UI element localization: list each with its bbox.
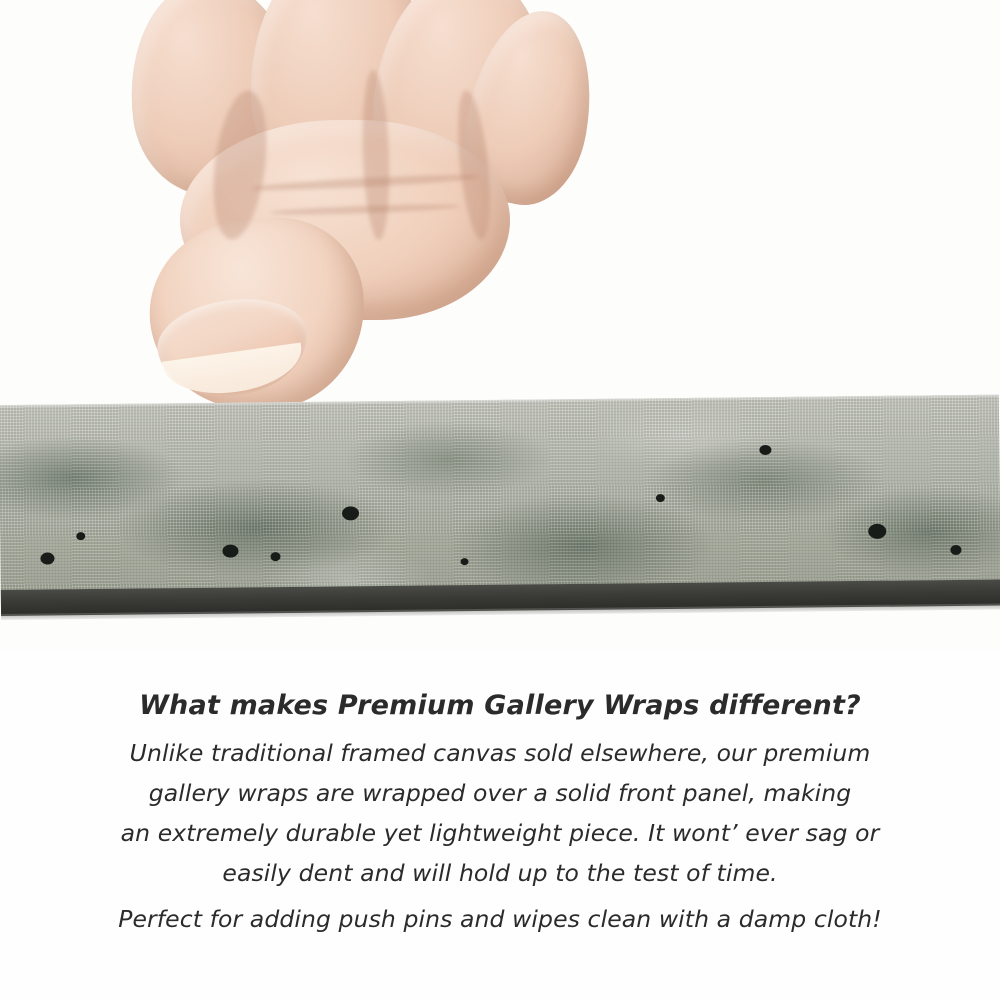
canvas-speck	[222, 545, 238, 558]
canvas-speck	[40, 552, 54, 564]
caption-block	[0, 690, 1000, 939]
caption-title: What makes Premium Gallery Wraps different?	[139, 690, 861, 721]
caption-line: Unlike traditional framed canvas sold elsewhere, our premium	[129, 739, 871, 767]
canvas-speck	[270, 552, 280, 561]
hand-illustration	[120, 0, 550, 430]
canvas-speck	[461, 558, 469, 565]
canvas-speck	[656, 494, 665, 502]
canvas-speck	[950, 545, 961, 555]
canvas-speck	[342, 506, 359, 520]
canvas-speck	[759, 445, 771, 455]
caption-closing-line: Perfect for adding push pins and wipes clean with a damp cloth!	[118, 905, 882, 933]
canvas-speck	[76, 532, 85, 540]
canvas-wrap-edge	[0, 395, 1000, 620]
caption-line: an extremely durable yet lightweight piece. It wont’ ever sag or	[120, 819, 880, 847]
caption-line: easily dent and will hold up to the test of time.	[222, 859, 778, 887]
caption-line: gallery wraps are wrapped over a solid front panel, making	[148, 779, 852, 807]
